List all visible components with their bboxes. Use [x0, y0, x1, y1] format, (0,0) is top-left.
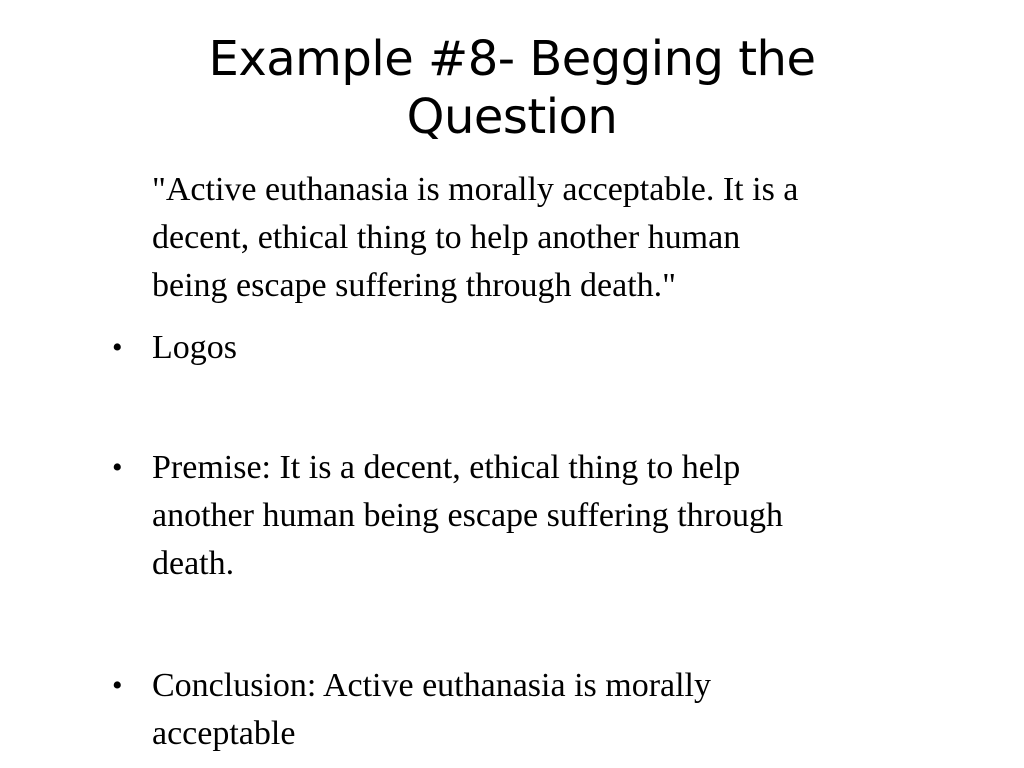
bullet-premise-line-2: another human being escape suffering through	[152, 497, 784, 534]
bullet-marker-logos: •	[112, 331, 123, 364]
quote-line-1: "Active euthanasia is morally acceptable. It is a	[152, 171, 799, 208]
slide-title-line-1: Example #8- Begging the	[208, 31, 816, 87]
bullet-item-logos	[152, 324, 952, 372]
bullet-logos-line-1: Logos	[152, 329, 237, 366]
bullet-premise-line-1: Premise: It is a decent, ethical thing to help	[152, 449, 741, 486]
bullet-marker-conclusion: •	[112, 669, 123, 702]
bullet-item-conclusion	[152, 662, 952, 758]
bullet-item-premise	[152, 444, 952, 588]
quote-line-2: decent, ethical thing to help another human	[152, 219, 741, 256]
quote-line-3: being escape suffering through death."	[152, 267, 677, 304]
bullet-marker-premise: •	[112, 451, 123, 484]
bullet-conclusion-line-2: acceptable	[152, 715, 296, 752]
slide-title-line-2: Question	[406, 89, 618, 145]
quote-paragraph	[152, 166, 952, 310]
bullet-premise-line-3: death.	[152, 545, 235, 582]
bullet-conclusion-line-1: Conclusion: Active euthanasia is morally	[152, 667, 712, 704]
slide-title	[60, 30, 964, 146]
